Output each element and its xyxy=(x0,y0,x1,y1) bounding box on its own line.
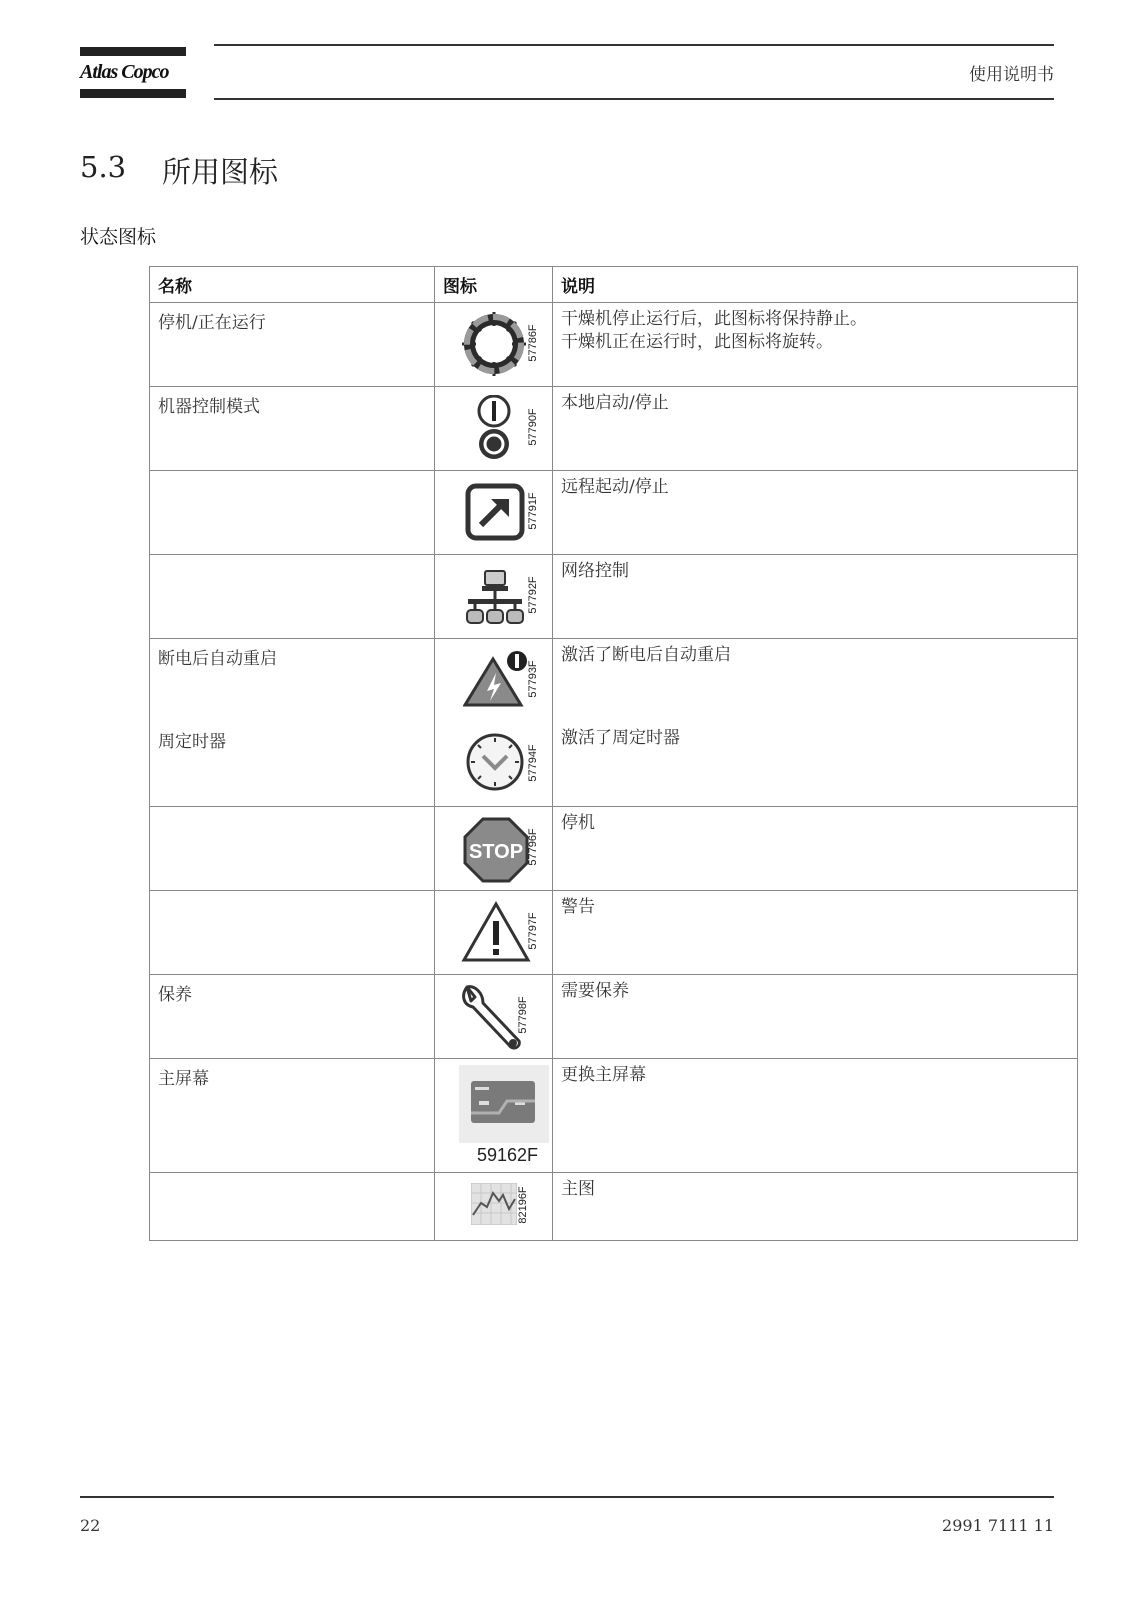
icon-code: 57797F xyxy=(527,912,539,950)
logo-top-bar xyxy=(80,47,186,56)
header-icon: 图标 xyxy=(435,267,553,303)
row-name xyxy=(150,471,435,555)
row-icon-cell xyxy=(435,807,553,891)
table-row xyxy=(150,975,1078,1059)
description-line: 干燥机停止运行后，此图标将保持静止。 xyxy=(561,309,867,329)
logo-bottom-bar xyxy=(80,89,186,98)
row-icon-cell xyxy=(435,1173,553,1241)
row-icon-cell xyxy=(435,555,553,639)
document-number: 2991 7111 11 xyxy=(942,1516,1054,1535)
row-icon-cell xyxy=(435,387,553,471)
description-line: 激活了周定时器 xyxy=(561,728,680,748)
header-rule-bottom xyxy=(214,98,1054,100)
section-title: 所用图标 xyxy=(162,155,279,189)
icon-code: 57794F xyxy=(527,744,539,782)
row-name xyxy=(150,807,435,891)
row-icon-cell xyxy=(435,471,553,555)
row-icon-cell xyxy=(435,639,553,807)
icon-code: 82196F xyxy=(517,1186,529,1224)
document-type: 使用说明书 xyxy=(969,65,1054,85)
icon-code: 57798F xyxy=(517,996,529,1034)
table-row xyxy=(150,471,1078,555)
network-control-icon xyxy=(465,569,525,625)
table-row xyxy=(150,303,1078,387)
header-name: 名称 xyxy=(150,267,435,303)
main-chart-icon xyxy=(471,1183,517,1225)
logo-wordmark: Atlas Copco xyxy=(80,61,169,83)
description-line: 更换主屏幕 xyxy=(561,1065,646,1085)
row-name xyxy=(150,639,435,807)
row-description xyxy=(553,891,1078,975)
row-name: 机器控制模式 xyxy=(150,387,435,471)
stop-sign-text: STOP xyxy=(468,841,524,863)
row-description xyxy=(553,639,1078,807)
row-icon-cell xyxy=(435,1059,553,1173)
row-icon-cell xyxy=(435,891,553,975)
warning-icon xyxy=(461,901,531,963)
table-row xyxy=(150,891,1078,975)
description-line: 本地启动/停止 xyxy=(561,393,669,413)
auto-restart-icon xyxy=(463,649,527,707)
table-row xyxy=(150,555,1078,639)
icon-code: 59162F xyxy=(477,1145,539,1165)
description-line: 停机 xyxy=(561,813,595,833)
header-rule-top xyxy=(214,44,1054,46)
row-icon-cell xyxy=(435,975,553,1059)
footer-rule xyxy=(80,1496,1054,1498)
row-description xyxy=(553,303,1078,387)
description-line: 远程起动/停止 xyxy=(561,477,669,497)
row-name: 保养 xyxy=(150,975,435,1059)
row-name-primary: 断电后自动重启 xyxy=(158,649,277,669)
header-description: 说明 xyxy=(553,267,1078,303)
row-description xyxy=(553,1173,1078,1241)
row-description xyxy=(553,1059,1078,1173)
description-line: 主图 xyxy=(561,1179,595,1199)
row-name xyxy=(150,891,435,975)
table-row xyxy=(150,387,1078,471)
stop-sign-icon xyxy=(463,817,529,883)
table-row xyxy=(150,1173,1078,1241)
row-icon-cell xyxy=(435,303,553,387)
row-name-secondary: 周定时器 xyxy=(158,732,226,752)
status-ring-icon xyxy=(461,311,527,377)
atlas-copco-logo xyxy=(80,47,186,101)
description-line: 激活了断电后自动重启 xyxy=(561,645,731,665)
main-screen-icon xyxy=(459,1065,549,1143)
description-line: 需要保养 xyxy=(561,981,629,1001)
page-number: 22 xyxy=(80,1516,101,1535)
description-line: 网络控制 xyxy=(561,561,629,581)
subsection-title: 状态图标 xyxy=(80,226,157,248)
row-name xyxy=(150,555,435,639)
week-timer-icon xyxy=(465,732,525,792)
table-row xyxy=(150,807,1078,891)
table-row xyxy=(150,1059,1078,1173)
icon-code: 57791F xyxy=(527,492,539,530)
icon-code: 57792F xyxy=(527,576,539,614)
description-line: 干燥机正在运行时，此图标将旋转。 xyxy=(561,332,833,352)
row-name: 停机/正在运行 xyxy=(150,303,435,387)
icon-code: 57790F xyxy=(527,408,539,446)
row-description xyxy=(553,471,1078,555)
row-description xyxy=(553,387,1078,471)
table-header-row xyxy=(150,267,1078,303)
table-row xyxy=(150,639,1078,807)
local-start-stop-icon xyxy=(477,395,511,461)
row-description xyxy=(553,975,1078,1059)
remote-start-stop-icon xyxy=(465,483,525,541)
icon-code: 57793F xyxy=(527,660,539,698)
icon-code: 57796F xyxy=(527,828,539,866)
row-description xyxy=(553,807,1078,891)
description-line: 警告 xyxy=(561,897,595,917)
row-name: 主屏幕 xyxy=(150,1059,435,1173)
status-icons-table xyxy=(149,266,1078,1241)
row-description xyxy=(553,555,1078,639)
section-number: 5.3 xyxy=(80,150,127,184)
row-name xyxy=(150,1173,435,1241)
icon-code: 57786F xyxy=(527,324,539,362)
